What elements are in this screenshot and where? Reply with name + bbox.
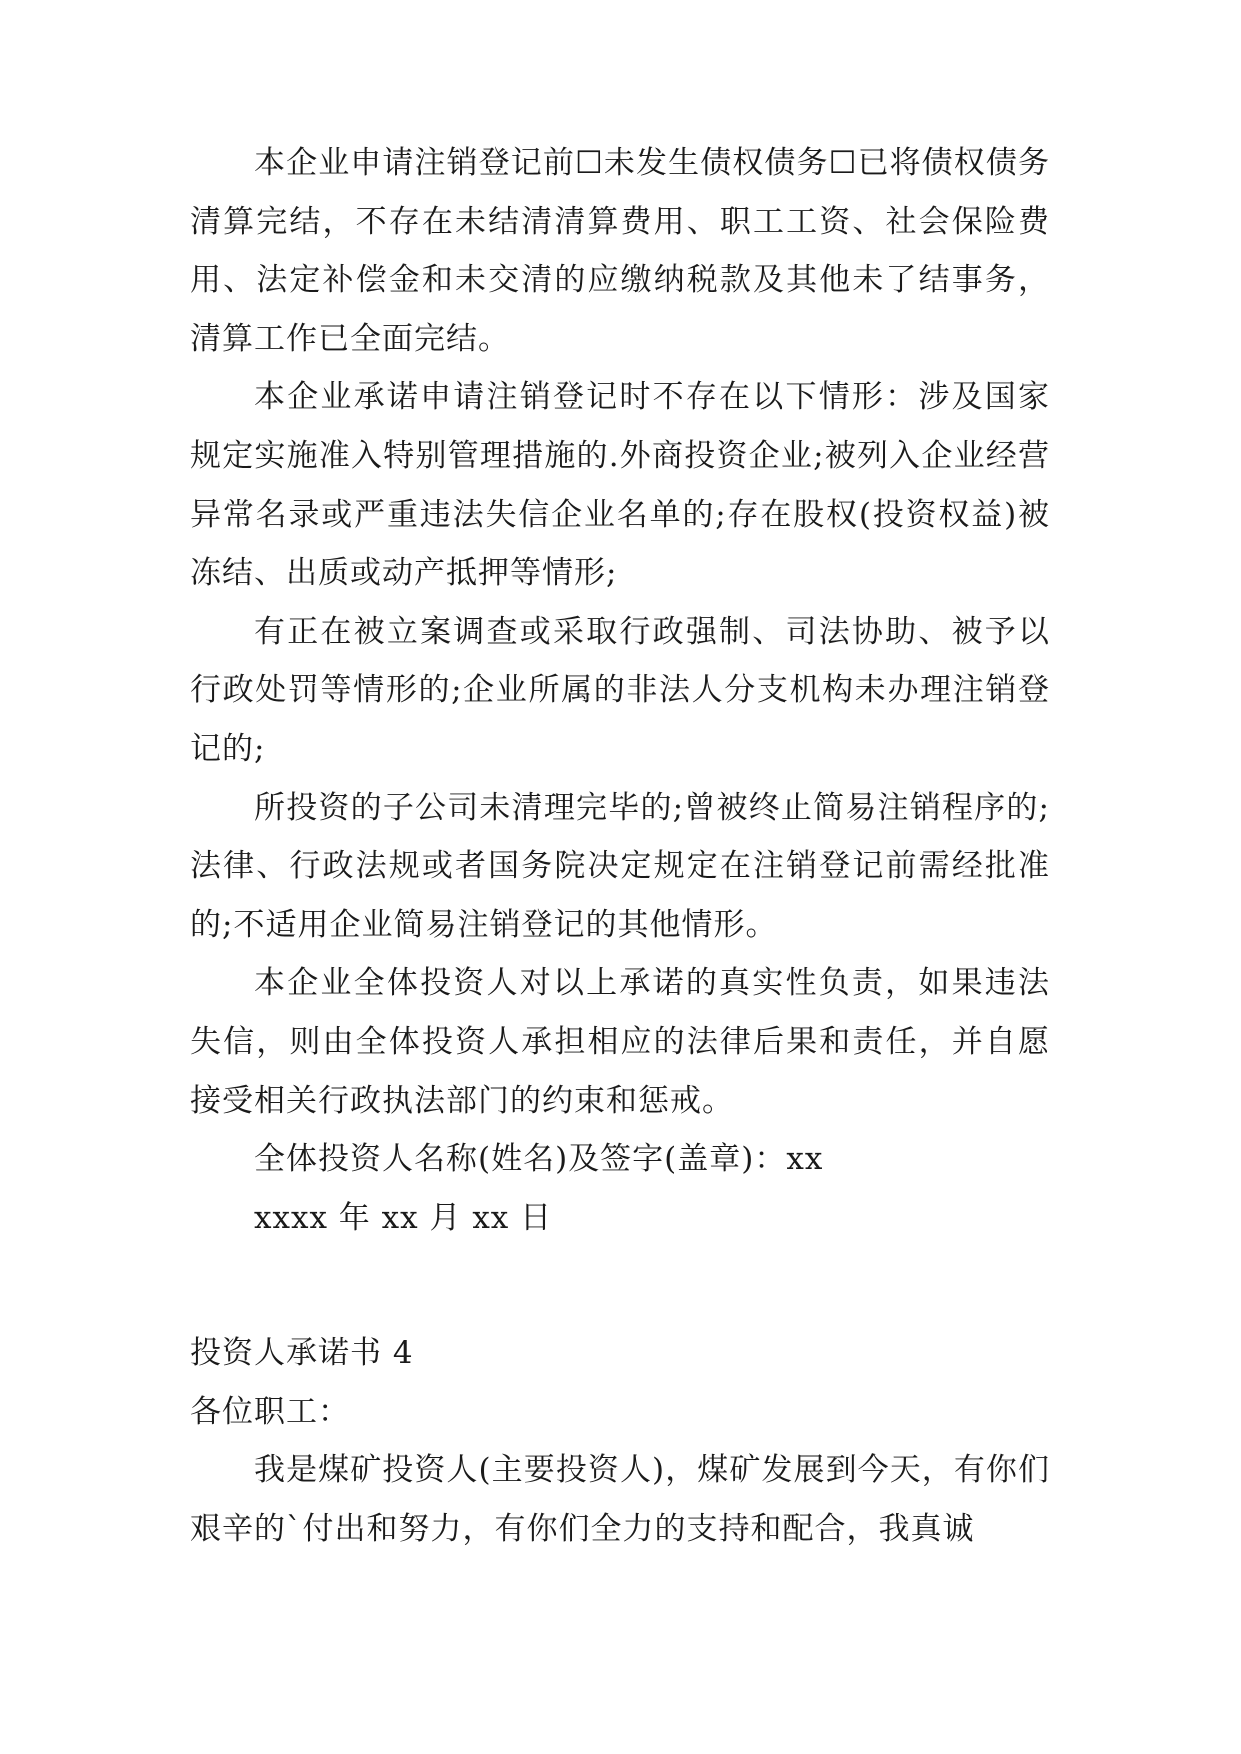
paragraph-investigation-situations: 有正在被立案调查或采取行政强制、司法协助、被予以行政处罚等情形的;企业所属的非法人分支机构未办理注销登记的; [190,613,1050,767]
paragraph-subsidiary-situations: 所投资的子公司未清理完毕的;曾被终止简易注销程序的;法律、行政法规或者国务院决定规定在注销登记前需经批准的;不适用企业简易注销登记的其他情形。 [190,789,1050,943]
signature-line: 全体投资人名称(姓名)及签字(盖章)：xx [254,1141,824,1178]
section-4-paragraph: 我是煤矿投资人(主要投资人)，煤矿发展到今天，有你们艰辛的`付出和努力，有你们全力的支持和配合，我真诚 [190,1452,1050,1547]
paragraph-debt-clearance: 本企业申请注销登记前☐未发生债权债务☐已将债权债务清算完结，不存在未结清清算费用、职工工资、社会保险费用、法定补偿金和未交清的应缴纳税款及其他未了结事务，清算工作已全面完结。 [190,145,1050,357]
date-line: xxxx 年 xx 月 xx 日 [254,1199,553,1236]
section-4 [190,1324,1050,1558]
salutation: 各位职工： [190,1393,350,1430]
commitment-body [190,134,1050,1247]
section-title: 投资人承诺书 4 [190,1335,414,1371]
paragraph-no-excluded-situations: 本企业承诺申请注销登记时不存在以下情形：涉及国家规定实施准入特别管理措施的.外商投资企业;被列入企业经营异常名录或严重违法失信企业名单的;存在股权(投资权益)被冻结、出质或动产抵押等情形; [190,379,1050,592]
paragraph-responsibility: 本企业全体投资人对以上承诺的真实性负责，如果违法失信，则由全体投资人承担相应的法律后果和责任，并自愿接受相关行政执法部门的约束和惩戒。 [190,965,1050,1119]
